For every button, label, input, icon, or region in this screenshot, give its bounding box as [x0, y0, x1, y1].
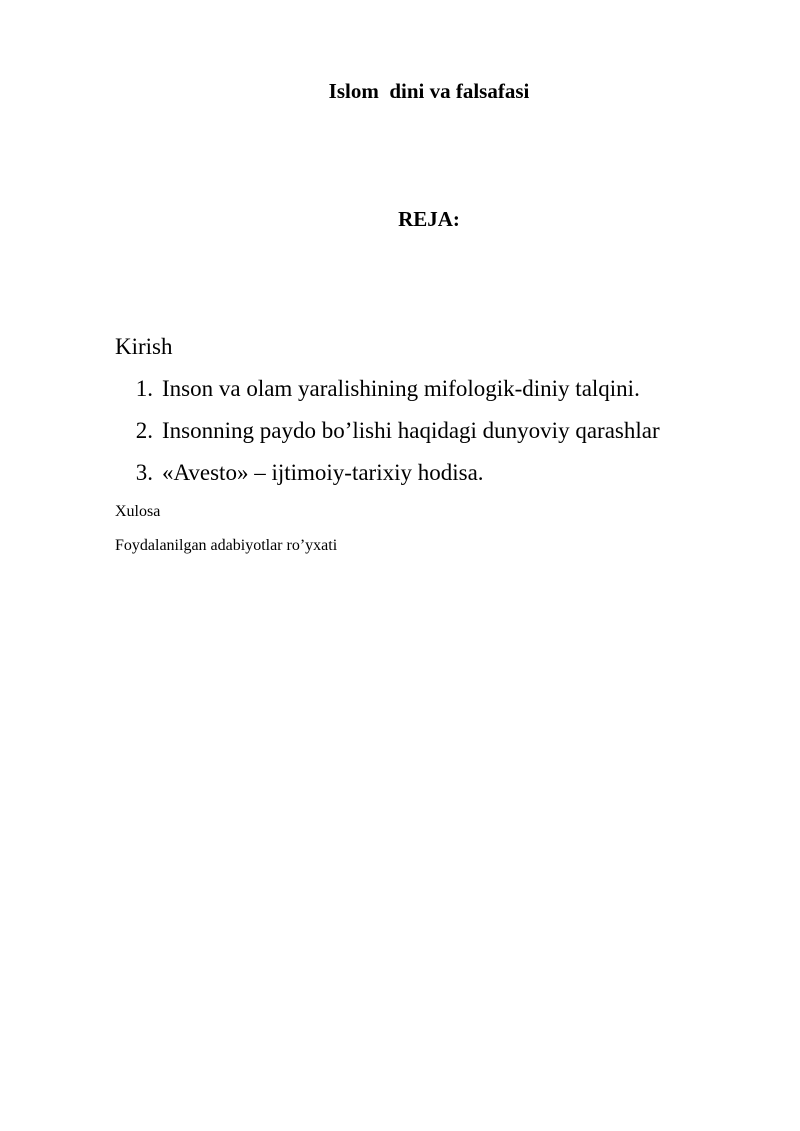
plan-item-text: «Avesto» – ijtimoiy-tarixiy hodisa. — [162, 460, 484, 485]
plan-item-number: 3. — [135, 460, 153, 485]
plan-item-text: Insonning paydo bo’lishi haqidagi dunyoviy qarashlar — [162, 418, 660, 443]
plan-item-number: 1. — [135, 376, 153, 401]
plan-item-text: Inson va olam yaralishining mifologik-diniy talqini. — [162, 376, 640, 401]
conclusion-item: Xulosa — [115, 503, 161, 520]
plan-list-item — [115, 417, 660, 459]
document-title: Islom dini va falsafasi — [328, 79, 530, 103]
plan-item-number: 2. — [135, 418, 153, 443]
plan-list-item — [115, 459, 660, 501]
plan-heading: REJA: — [398, 207, 460, 231]
intro-item: Kirish — [115, 334, 173, 359]
plan-list — [115, 375, 660, 501]
references-item: Foydalanilgan adabiyotlar ro’yxati — [115, 537, 338, 554]
plan-list-item — [115, 375, 660, 417]
